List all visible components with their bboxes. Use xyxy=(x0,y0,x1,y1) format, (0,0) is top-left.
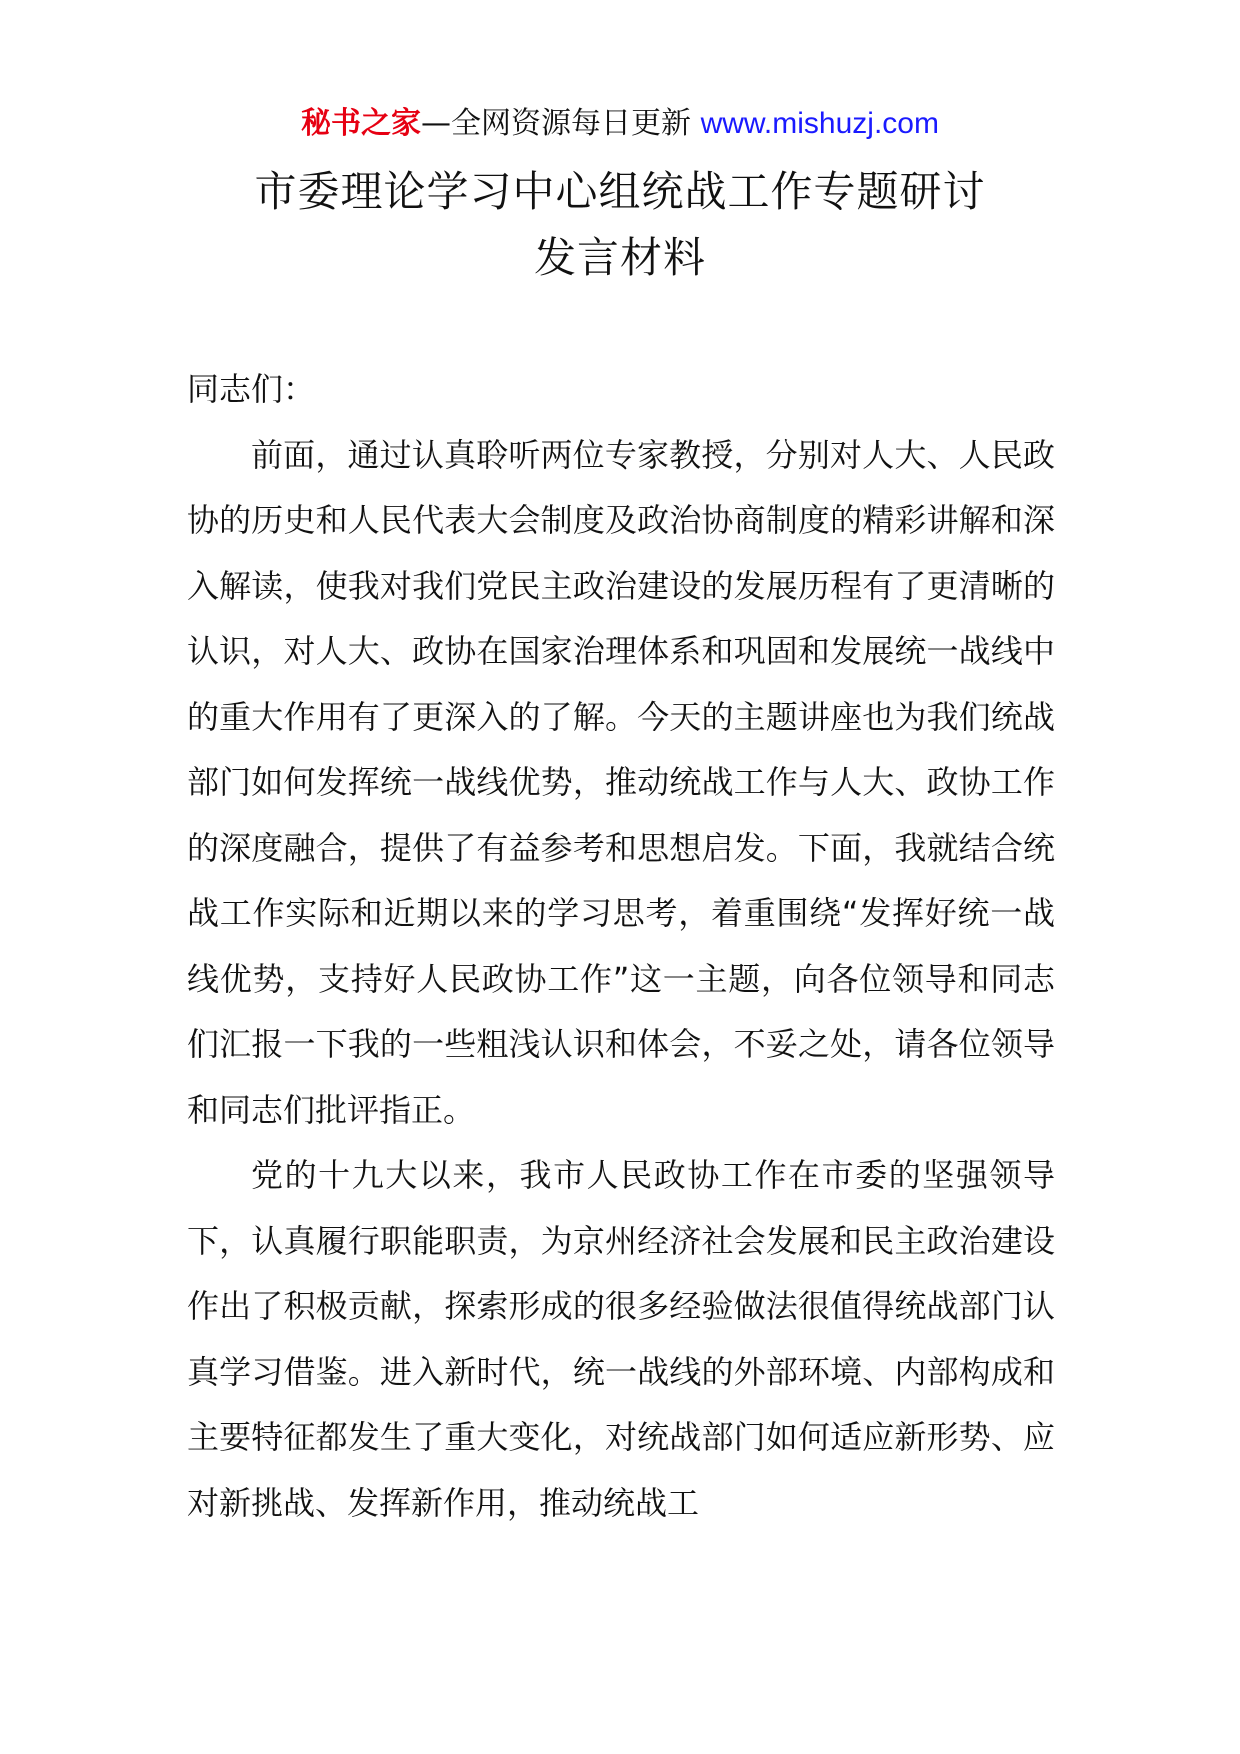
paragraph-2: 党的十九大以来，我市人民政协工作在市委的坚强领导下，认真履行职能职责，为京州经济社会发展和民主政治建设作出了积极贡献，探索形成的很多经验做法很值得统战部门认真学习借鉴。进入新时代，统一战线的外部环境、内部构成和主要特征都发生了重大变化，对统战部门如何适应新形势、应对新挑战、发挥新作用，推动统战工 xyxy=(187,1156,1055,1522)
document-body xyxy=(187,357,1055,1536)
paragraph-1: 前面，通过认真聆听两位专家教授，分别对人大、人民政协的历史和人民代表大会制度及政治协商制度的精彩讲解和深入解读，使我对我们党民主政治建设的发展历程有了更清晰的认识，对人大、政协在国家治理体系和巩固和发展统一战线中的重大作用有了更深入的了解。今天的主题讲座也为我们统战部门如何发挥统一战线优势，推动统战工作与人大、政协工作的深度融合，提供了有益参考和思想启发。下面，我就结合统战工作实际和近期以来的学习思考，着重围绕“发挥好统一战线优势，支持好人民政协工作”这一主题，向各位领导和同志们汇报一下我的一些粗浅认识和体会，不妥之处，请各位领导和同志们批评指正。 xyxy=(187,435,1055,1129)
brand-name: 秘书之家 xyxy=(301,106,422,141)
header-tagline: —全网资源每日更新 xyxy=(421,106,701,141)
site-header xyxy=(0,100,1240,148)
site-url-link[interactable]: www.mishuzj.com xyxy=(700,107,939,140)
document-title-line-1: 市委理论学习中心组统战工作专题研讨 xyxy=(254,167,986,216)
document-title-line-2: 发言材料 xyxy=(533,233,706,282)
salutation: 同志们： xyxy=(187,370,316,408)
